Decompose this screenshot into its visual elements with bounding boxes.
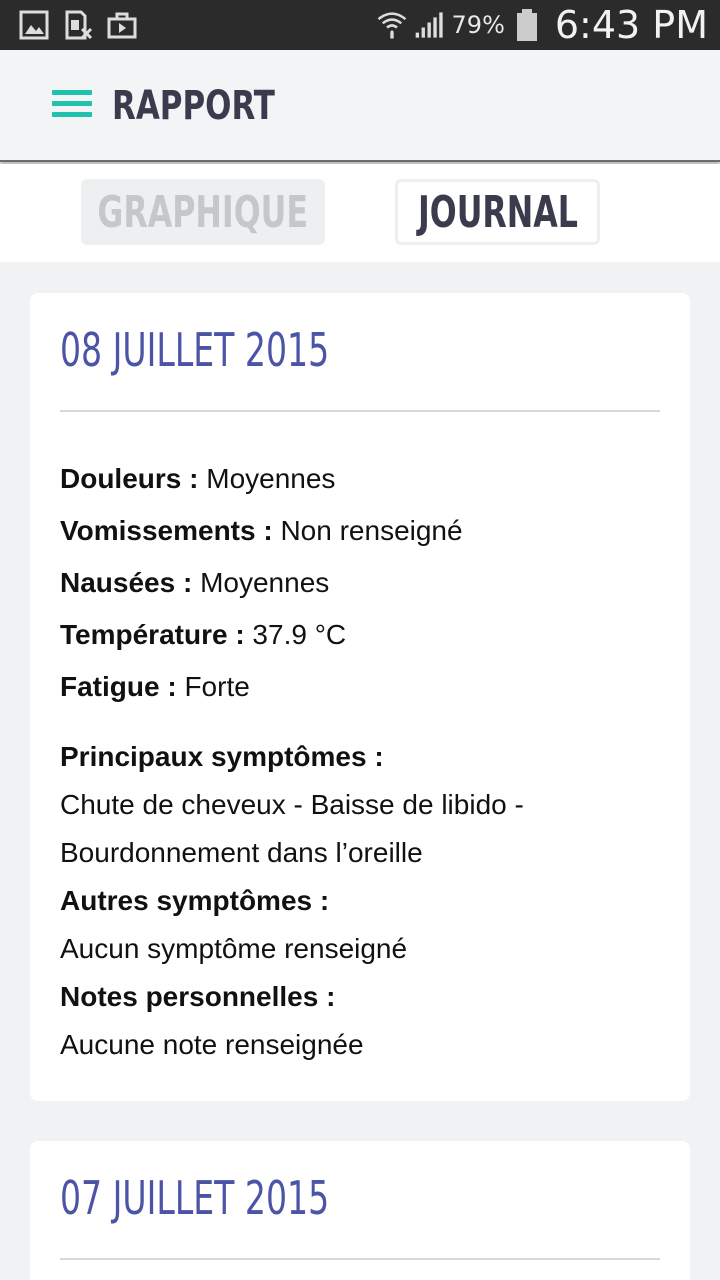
field-label: Vomissements : bbox=[60, 515, 273, 546]
other-symptoms-label: Autres symptômes : bbox=[60, 885, 330, 916]
battery-percentage: 79% bbox=[451, 11, 505, 39]
menu-icon[interactable] bbox=[52, 90, 92, 118]
field-temperature bbox=[60, 609, 660, 661]
tab-journal[interactable] bbox=[395, 179, 600, 245]
entry-date: 08 JUILLET 2015 bbox=[60, 323, 330, 377]
sim-error-icon bbox=[62, 9, 94, 41]
divider bbox=[60, 410, 660, 412]
wifi-icon bbox=[376, 9, 408, 41]
other-symptoms-value: Aucun symptôme renseigné bbox=[60, 933, 408, 964]
main-symptoms-label: Principaux symptômes : bbox=[60, 741, 384, 772]
notes-value: Aucune note renseignée bbox=[60, 1029, 364, 1060]
field-nausees bbox=[60, 557, 660, 609]
field-value: 37.9 °C bbox=[252, 619, 347, 650]
tab-graphique[interactable] bbox=[81, 179, 325, 245]
status-bar bbox=[0, 0, 720, 50]
field-label: Fatigue : bbox=[60, 671, 177, 702]
field-value: Non renseigné bbox=[280, 515, 463, 546]
main-symptoms-value: Chute de cheveux - Baisse de libido - Bourdonnement dans l’oreille bbox=[60, 789, 524, 868]
field-value: Moyennes bbox=[200, 567, 330, 598]
tab-strip bbox=[0, 164, 720, 262]
field-label: Nausées : bbox=[60, 567, 193, 598]
clock: 6:43 PM bbox=[554, 3, 708, 47]
journal-entry-card bbox=[30, 1141, 690, 1280]
entry-details bbox=[60, 453, 660, 1069]
field-value: Moyennes bbox=[206, 463, 336, 494]
notes-label: Notes personnelles : bbox=[60, 981, 336, 1012]
field-value: Forte bbox=[184, 671, 250, 702]
app-bar bbox=[0, 50, 720, 162]
tab-graphique-label: GRAPHIQUE bbox=[97, 186, 309, 238]
field-label: Douleurs : bbox=[60, 463, 199, 494]
signal-icon bbox=[414, 9, 446, 41]
entry-date: 07 JUILLET 2015 bbox=[60, 1171, 330, 1225]
field-douleurs bbox=[60, 453, 660, 505]
battery-icon bbox=[511, 9, 543, 41]
briefcase-icon bbox=[106, 9, 138, 41]
journal-entry-card bbox=[30, 293, 690, 1101]
field-vomissements bbox=[60, 505, 660, 557]
divider bbox=[60, 1258, 660, 1260]
field-label: Température : bbox=[60, 619, 245, 650]
page-title: RAPPORT bbox=[112, 83, 275, 129]
gallery-icon bbox=[18, 9, 50, 41]
tab-journal-label: JOURNAL bbox=[417, 186, 578, 238]
field-fatigue bbox=[60, 661, 660, 713]
